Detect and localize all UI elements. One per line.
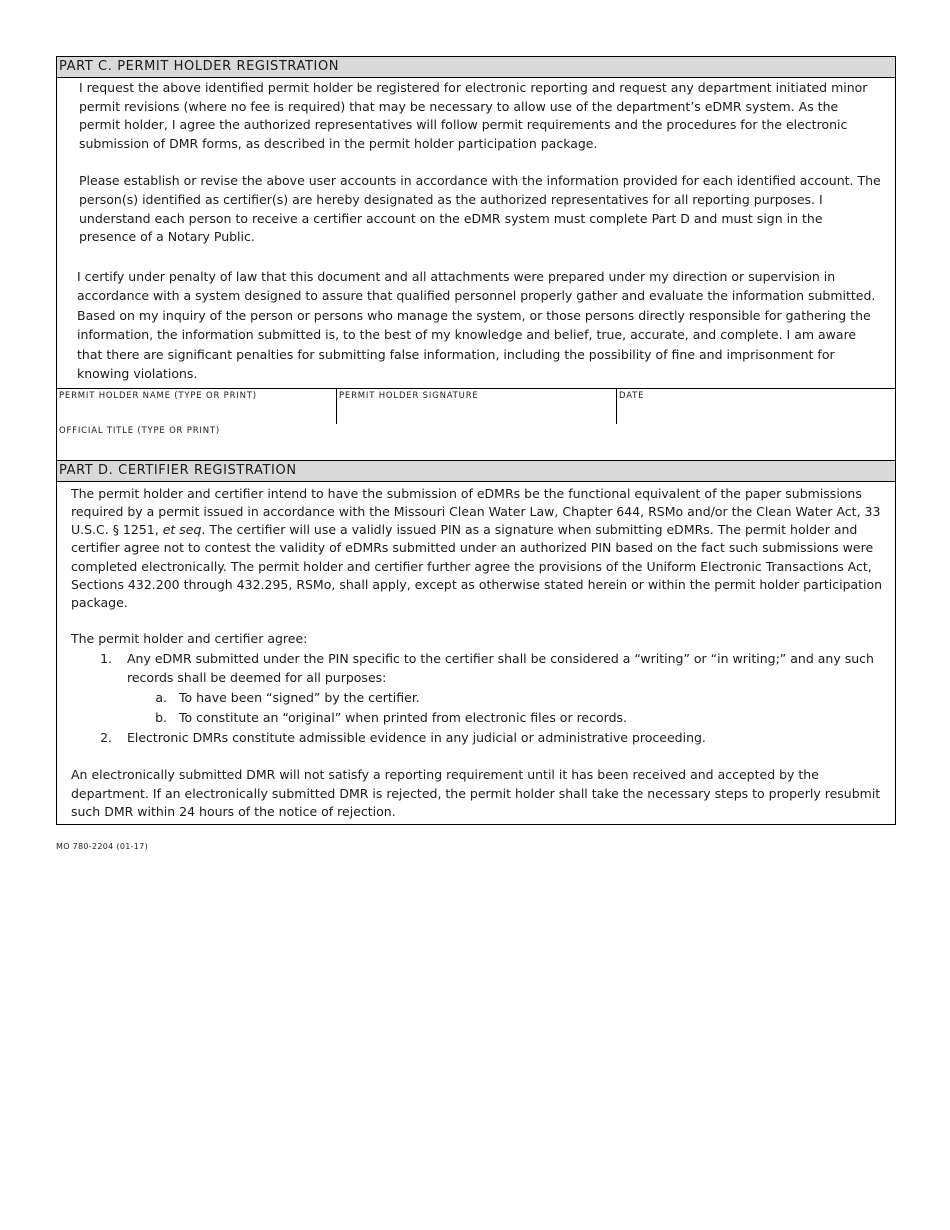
list-number: 1. <box>100 651 112 667</box>
date-label: DATE <box>619 390 645 401</box>
signature-row <box>56 388 896 424</box>
agreement-item-2 <box>71 729 891 747</box>
agreement-subitem-a <box>127 689 891 707</box>
part-c-accounts-paragraph: Please establish or revise the above user accounts in accordance with the information provided for each identified account. The person(s) identified as certifier(s) are hereby designated as the authorized representatives for all reporting purposes. I understand each person to receive a certifier account on the eDMR system must complete Part D and must sign in the presence of a Notary Public. <box>79 173 881 245</box>
official-title-label: OFFICIAL TITLE (TYPE OR PRINT) <box>59 425 220 436</box>
sublist-text: To have been “signed” by the certifier. <box>179 689 420 705</box>
permit-holder-name-field[interactable] <box>57 389 337 424</box>
part-d-header: PART D. CERTIFIER REGISTRATION <box>56 460 896 482</box>
list-number: 2. <box>100 730 112 746</box>
part-c-header: PART C. PERMIT HOLDER REGISTRATION <box>56 56 896 78</box>
rejection-paragraph: An electronically submitted DMR will not satisfy a reporting requirement until it has been received and accepted by the department. If an electronically submitted DMR is rejected, the permit holder shall take the necessary steps to properly resubmit such DMR within 24 hours of the notice of rejection. <box>71 767 881 819</box>
et-seq-italic: et seq <box>162 522 202 538</box>
permit-registration-form <box>56 56 896 825</box>
part-c-body <box>56 78 896 388</box>
agree-intro: The permit holder and certifier agree: <box>71 631 308 647</box>
permit-holder-signature-label: PERMIT HOLDER SIGNATURE <box>339 390 479 401</box>
part-c-request-paragraph: I request the above identified permit holder be registered for electronic reporting and request any department initiated minor permit revisions (where no fee is required) that may be necessary to allow use of the department’s eDMR system. As the permit holder, I agree the authorized representatives will follow permit requirements and the procedures for the electronic submission of DMR forms, as described in the permit holder participation package. <box>79 80 868 151</box>
agreement-subitem-b <box>127 709 891 727</box>
list-text: Electronic DMRs constitute admissible evidence in any judicial or administrative proceeding. <box>127 730 706 746</box>
permit-holder-name-label: PERMIT HOLDER NAME (TYPE OR PRINT) <box>59 390 257 401</box>
part-d-intent-text-b: . The certifier will use a validly issued PIN as a signature when submitting eDMRs. The permit holder and certifier agree not to contest the validity of eDMRs submitted under an authorized PIN based on the fact such submissions were completed electronically. The permit holder and certifier further agree the provisions of the Uniform Electronic Transactions Act, Sections 432.200 through 432.295, RSMo, shall apply, except as otherwise stated herein or within the permit holder participation package. <box>71 522 883 610</box>
part-d-body <box>56 482 896 825</box>
official-title-field[interactable] <box>56 424 896 460</box>
permit-holder-signature-field[interactable] <box>337 389 617 424</box>
sublist-text: To constitute an “original” when printed from electronic files or records. <box>179 709 627 725</box>
list-text: Any eDMR submitted under the PIN specific to the certifier shall be considered a “writing” or “in writing;” and any such records shall be deemed for all purposes: <box>127 651 874 685</box>
part-c-certification-paragraph: I certify under penalty of law that this document and all attachments were prepared under my direction or supervision in accordance with a system designed to assure that qualified personnel properly gather and evaluate the information submitted. Based on my inquiry of the person or persons who manage the system, or those persons directly responsible for gathering the information, the information submitted is, to the best of my knowledge and belief, true, accurate, and complete. I am aware that there are significant penalties for submitting false information, including the possibility of fine and imprisonment for knowing violations. <box>77 268 876 382</box>
part-d-intent-paragraph <box>71 485 891 612</box>
agreement-item-1 <box>71 650 891 686</box>
sublist-letter: a. <box>155 689 167 705</box>
form-number: MO 780-2204 (01-17) <box>56 842 148 851</box>
date-field[interactable] <box>617 389 895 424</box>
part-d-intent-text-a: The permit holder and certifier intend to have the submission of eDMRs be the functional equivalent of the paper submissions required by a permit issued in accordance with the Missouri Clean Water Law, Chapter 644, RSMo and/or the Clean Water Act, 33 U.S.C. § 1251, <box>71 485 881 538</box>
sublist-letter: b. <box>155 709 167 725</box>
